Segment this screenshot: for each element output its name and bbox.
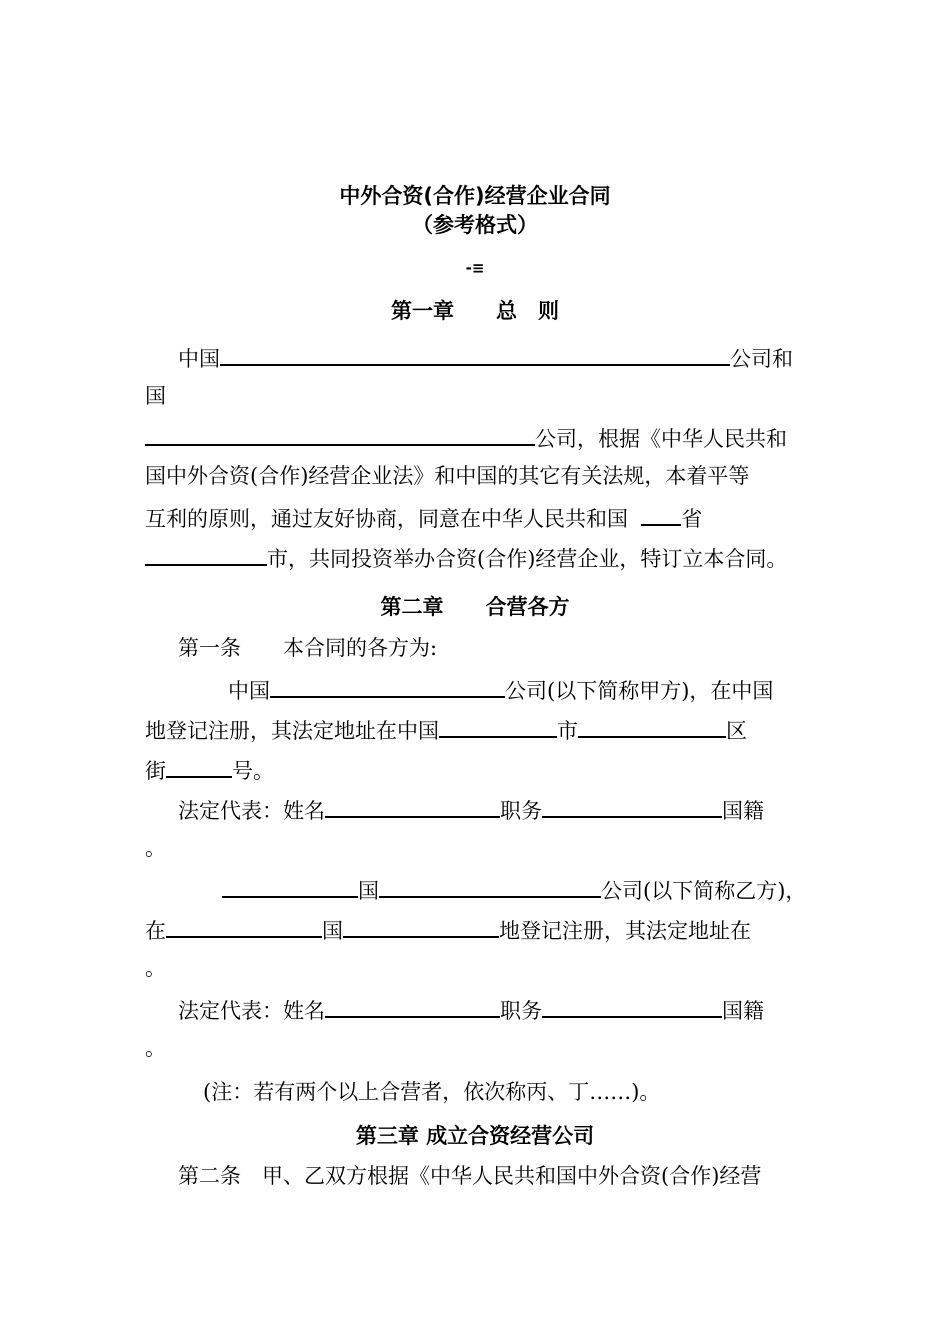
party-a-rep-end: 。 [145, 836, 166, 860]
blank-party-a-rep-title [542, 796, 722, 818]
blank-foreign-company [145, 424, 535, 446]
party-a-representative: 法定代表：姓名 职务 国籍 [178, 796, 764, 823]
blank-chinese-company [220, 344, 730, 366]
ch1-line-1: 中国 公司和 [178, 344, 793, 371]
blank-party-b-rep-title [542, 996, 722, 1018]
ch1-line-3: 公司，根据《中华人民共和 [145, 424, 787, 451]
blank-party-a-rep-name [325, 796, 500, 818]
section-mark: -≡ [465, 259, 485, 277]
party-b-rep-end: 。 [145, 1036, 166, 1060]
blank-party-a-name [270, 676, 505, 698]
blank-party-a-city [439, 716, 557, 738]
blank-party-b-country [222, 876, 358, 898]
blank-city [145, 544, 267, 566]
blank-party-a-street [166, 756, 232, 778]
document-subtitle: （参考格式） [412, 213, 538, 237]
ch1-line-4: 国中外合资(合作)经营企业法》和中国的其它有关法规，本着平等 [145, 464, 750, 488]
chapter-2-heading: 第二章 合营各方 [380, 595, 570, 619]
ch1-line-5: 互利的原则，通过友好协商，同意在中华人民共和国 省 [145, 504, 702, 531]
blank-party-b-reg-place [343, 916, 499, 938]
blank-province [641, 504, 681, 526]
chapter-1-heading: 第一章 总 则 [391, 299, 559, 323]
ch1-line-2: 国 [145, 384, 166, 408]
blank-party-a-district [578, 716, 726, 738]
party-b-line-2: 在 国 地登记注册，其法定地址在 [145, 916, 751, 943]
blank-party-b-rep-name [325, 996, 500, 1018]
article-2: 第二条 甲、乙双方根据《中华人民共和国中外合资(合作)经营 [178, 1164, 762, 1188]
chapter-3-heading: 第三章 成立合资经营公司 [355, 1124, 595, 1148]
blank-party-b-name [379, 876, 601, 898]
party-a-line-1: 中国 公司(以下简称甲方)，在中国 [228, 676, 773, 703]
article-1: 第一条 本合同的各方为: [178, 636, 438, 660]
party-a-line-2: 地登记注册，其法定地址在中国 市 区 [145, 716, 747, 743]
party-b-line-1: 国 公司(以下简称乙方)， [222, 876, 806, 903]
party-a-line-3: 街 号。 [145, 756, 274, 783]
ch1-line-6: 市，共同投资举办合资(合作)经营企业，特订立本合同。 [145, 544, 787, 571]
note: (注：若有两个以上合营者，依次称丙、丁……)。 [203, 1080, 661, 1104]
blank-party-b-reg-country [166, 916, 322, 938]
party-b-line-3: 。 [145, 956, 166, 980]
document-title: 中外合资(合作)经营企业合同 [339, 184, 611, 208]
party-b-representative: 法定代表：姓名 职务 国籍 [178, 996, 764, 1023]
